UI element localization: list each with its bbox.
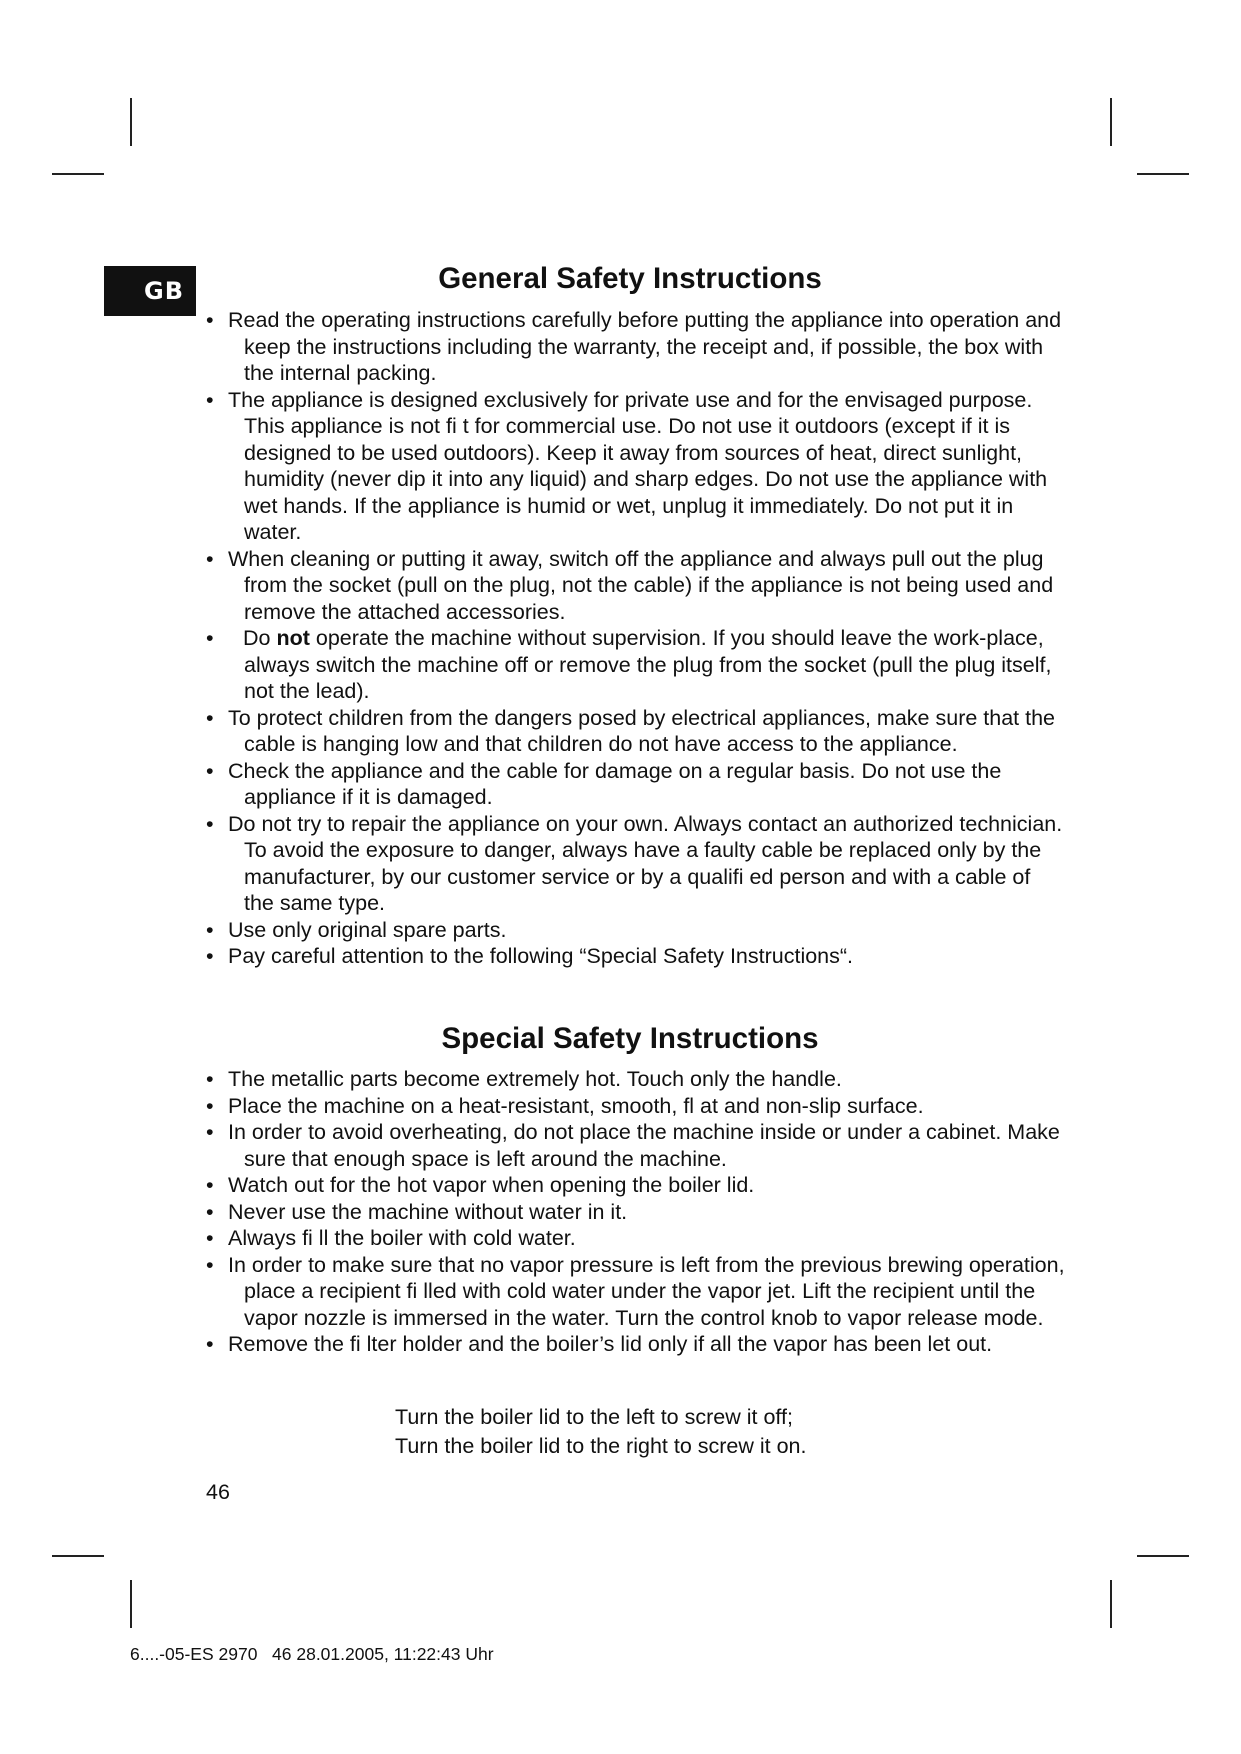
bullet: • <box>206 1173 214 1197</box>
crop-mark-bottom-right-vertical <box>1110 1580 1112 1628</box>
note-line: Turn the boiler lid to the left to screw it off; <box>395 1405 793 1429</box>
bullet: • <box>206 1252 214 1277</box>
list-item: • Always fi ll the boiler with cold water. <box>206 1226 576 1250</box>
bullet: • <box>206 811 214 836</box>
list-item: • Pay careful attention to the following “Special Safety Instructions“. <box>206 944 854 968</box>
list-item: • The metallic parts become extremely hot. Touch only the handle. <box>206 1067 842 1091</box>
list-item: • In order to make sure that no vapor pressure is left from the previous brewing operation, place a recipient fi lled with cold water under the vapor jet. Lift the recipient until the vapor nozzle is immersed in the water. Turn the control knob to vapor release mode. <box>206 1252 1065 1330</box>
list-item: • Watch out for the hot vapor when opening the boiler lid. <box>206 1173 755 1197</box>
list-item: • When cleaning or putting it away, switch off the appliance and always pull out the plug from the socket (pull on the plug, not the cable) if the appliance is not being used and remove the attached accessories. <box>206 546 1054 624</box>
bullet: • <box>206 758 214 783</box>
list-item: • Place the machine on a heat-resistant, smooth, fl at and non-slip surface. <box>206 1093 924 1118</box>
list-item: • Remove the fi lter holder and the boiler’s lid only if all the vapor has been let out. <box>206 1332 993 1356</box>
list-item: • Never use the machine without water in it. <box>206 1199 628 1224</box>
bullet: • <box>206 546 214 571</box>
general-safety-heading: General Safety Instructions <box>438 262 822 295</box>
special-safety-heading: Special Safety Instructions <box>441 1022 819 1055</box>
bullet: • <box>206 917 214 942</box>
bullet: • <box>206 387 214 412</box>
crop-mark-top-right-vertical <box>1110 98 1112 146</box>
list-item: • In order to avoid overheating, do not place the machine inside or under a cabinet. Make sure that enough space is left around the machine. <box>206 1120 1060 1171</box>
bullet: • <box>206 1093 214 1118</box>
list-item: • Do not try to repair the appliance on your own. Always contact an authorized technician. To avoid the exposure to danger, always have a faulty cable be replaced only by the manufacturer, by our customer service or by a qualifi ed person and with a cable of the same type. <box>206 811 1063 915</box>
bullet: • <box>206 705 214 730</box>
crop-mark-top-left-vertical <box>130 98 132 146</box>
list-item: • To protect children from the dangers posed by electrical appliances, make sure that the cable is hanging low and that children do not have access to the appliance. <box>206 705 1056 756</box>
crop-mark-bottom-left-vertical <box>130 1580 132 1628</box>
emphasis-not: not <box>276 626 310 650</box>
bullet: • <box>206 1226 214 1250</box>
note-line: Turn the boiler lid to the right to screw it on. <box>395 1434 807 1458</box>
bullet: • <box>206 1199 214 1224</box>
language-tab: GB <box>104 266 196 316</box>
bullet: • <box>206 944 214 968</box>
list-item: • Check the appliance and the cable for damage on a regular basis. Do not use the appliance if it is damaged. <box>206 758 1002 809</box>
bullet: • <box>206 626 214 650</box>
list-item: • The appliance is designed exclusively for private use and for the envisaged purpose. This appliance is not fi t for commercial use. Do not use it outdoors (except if it is designed to be used outdoors). Keep it away from sources of heat, direct sunlight, humidity (never dip it into any liquid) and sharp edges. Do not use the appliance with wet hands. If the appliance is humid or wet, unplug it immediately. Do not put it in water. <box>206 387 1048 544</box>
crop-mark-bottom-right-horizontal <box>1137 1555 1189 1557</box>
bullet: • <box>206 1332 214 1356</box>
bullet: • <box>206 308 214 332</box>
special-safety-list <box>206 1066 1066 1358</box>
crop-mark-top-right-horizontal <box>1137 173 1189 175</box>
general-safety-list <box>206 307 1066 970</box>
crop-mark-bottom-left-horizontal <box>52 1555 104 1557</box>
bullet: • <box>206 1067 214 1091</box>
list-item: • Use only original spare parts. <box>206 917 507 942</box>
crop-mark-top-left-horizontal <box>52 173 104 175</box>
boiler-lid-note <box>395 1403 806 1461</box>
page-number: 46 <box>206 1480 230 1504</box>
print-footer-info: 6....-05-ES 2970 46 28.01.2005, 11:22:43 Uhr <box>130 1644 494 1664</box>
list-item: • Read the operating instructions carefully before putting the appliance into operation and keep the instructions including the warranty, the receipt and, if possible, the box with the internal packing. <box>206 308 1062 385</box>
bullet: • <box>206 1120 214 1144</box>
list-item: • Do not operate the machine without supervision. If you should leave the work-place, always switch the machine off or remove the plug from the socket (pull the plug itself, not the lead). <box>206 626 1052 703</box>
